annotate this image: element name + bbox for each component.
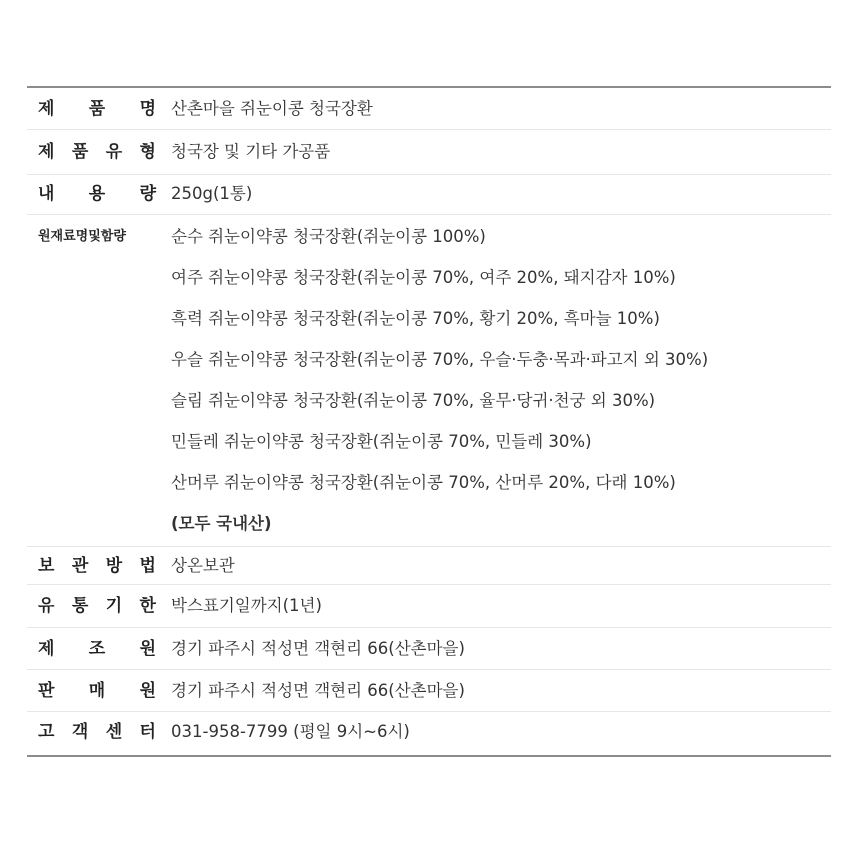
label-char: 관	[71, 556, 89, 576]
label-char: 터	[139, 722, 156, 742]
value-manufacturer: 경기 파주시 적성면 객현리 66(산촌마을)	[171, 639, 465, 658]
label-product-name	[38, 98, 156, 120]
label-char: 명	[139, 99, 156, 119]
label-char: 유	[105, 142, 123, 162]
label-char: 용	[88, 184, 106, 204]
value-storage: 상온보관	[171, 556, 235, 575]
label-product-type	[38, 141, 156, 163]
row-expiry	[27, 585, 831, 628]
ingredient-line: 슬림 쥐눈이약콩 청국장환(쥐눈이콩 70%, 율무·당귀·천궁 외 30%)	[171, 391, 656, 410]
label-char: 제	[38, 142, 55, 162]
product-info-table	[27, 86, 831, 757]
ingredient-line: 순수 쥐눈이약콩 청국장환(쥐눈이콩 100%)	[171, 227, 486, 246]
value-seller: 경기 파주시 적성면 객현리 66(산촌마을)	[171, 681, 465, 700]
value-expiry: 박스표기일까지(1년)	[171, 596, 322, 615]
label-char: 판	[38, 681, 55, 701]
ingredients-list	[171, 226, 708, 554]
ingredient-line: 우슬 쥐눈이약콩 청국장환(쥐눈이콩 70%, 우슬·두충·목과·파고지 외 30%)	[171, 350, 709, 369]
value-product-name: 산촌마을 쥐눈이콩 청국장환	[171, 99, 373, 118]
label-char: 보	[38, 556, 55, 576]
label-char: 원	[139, 681, 156, 701]
value-content-amount: 250g(1통)	[171, 184, 253, 203]
label-storage	[38, 555, 156, 577]
value-product-type: 청국장 및 기타 가공품	[171, 142, 331, 161]
label-char: 형	[139, 142, 156, 162]
label-char: 원	[139, 639, 156, 659]
label-char: 제	[38, 639, 55, 659]
ingredient-line: 여주 쥐눈이약콩 청국장환(쥐눈이콩 70%, 여주 20%, 돼지감자 10%)	[171, 268, 676, 287]
label-char: 내	[38, 184, 55, 204]
label-char: 방	[105, 556, 123, 576]
row-ingredients	[27, 215, 831, 547]
label-char: 객	[71, 722, 89, 742]
label-char: 통	[71, 596, 89, 616]
label-expiry	[38, 595, 156, 617]
label-ingredients: 원재료명및함량	[38, 229, 126, 244]
label-char: 품	[71, 142, 89, 162]
ingredient-line: 흑력 쥐눈이약콩 청국장환(쥐눈이콩 70%, 황기 20%, 흑마늘 10%)	[171, 309, 660, 328]
label-char: 량	[139, 184, 156, 204]
value-customer-center: 031-958-7799 (평일 9시~6시)	[171, 722, 410, 741]
origin-note: (모두 국내산)	[171, 514, 272, 533]
label-char: 유	[38, 596, 55, 616]
label-char: 법	[139, 556, 156, 576]
label-char: 매	[88, 681, 106, 701]
label-char: 기	[105, 596, 123, 616]
row-manufacturer	[27, 628, 831, 670]
label-customer-center	[38, 721, 156, 743]
label-char: 고	[38, 722, 55, 742]
label-manufacturer	[38, 638, 156, 660]
row-product-name	[27, 88, 831, 130]
label-content-amount	[38, 183, 156, 205]
row-customer-center	[27, 712, 831, 755]
row-content-amount	[27, 175, 831, 215]
label-char: 한	[139, 596, 156, 616]
ingredient-line: 산머루 쥐눈이약콩 청국장환(쥐눈이콩 70%, 산머루 20%, 다래 10%)	[171, 473, 676, 492]
label-char: 품	[88, 99, 106, 119]
label-char: 조	[88, 639, 106, 659]
row-seller	[27, 670, 831, 712]
row-product-type	[27, 130, 831, 175]
label-char: 제	[38, 99, 55, 119]
label-char: 센	[105, 722, 123, 742]
ingredient-line: 민들레 쥐눈이약콩 청국장환(쥐눈이콩 70%, 민들레 30%)	[171, 432, 592, 451]
label-seller	[38, 680, 156, 702]
